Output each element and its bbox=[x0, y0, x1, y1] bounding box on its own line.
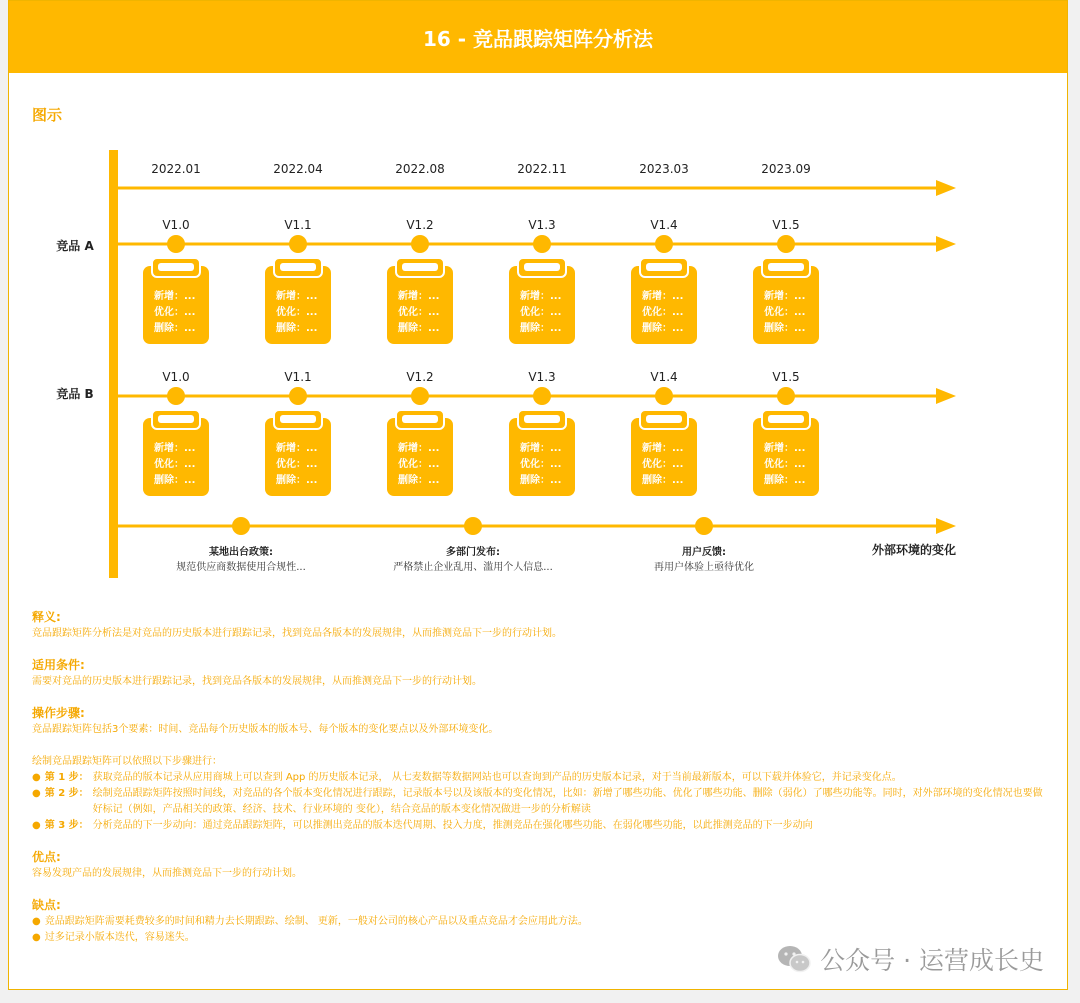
event-dot bbox=[464, 517, 482, 535]
step-label: 第 2 步： bbox=[44, 788, 89, 799]
meaning-text: 竞品跟踪矩阵分析法是对竞品的历史版本进行跟踪记录，找到竞品各版本的发展规律，从而推测竞品下一步的行动计划。 bbox=[32, 628, 562, 639]
event-dot bbox=[232, 517, 250, 535]
card-line: 优化：... bbox=[764, 307, 806, 318]
date-label: 2022.08 bbox=[395, 162, 445, 176]
step-text: 获取竞品的版本记录从应用商城上可以查到 App 的历史版本记录， 从七麦数据等数据网站也可以查询到产品的历史版本记录，对于当前最新版本，可以下载并体验它，并记录变化点。 bbox=[92, 772, 902, 783]
card-line: 新增：... bbox=[154, 291, 196, 302]
conditions-title: 适用条件: bbox=[32, 658, 85, 672]
card-line: 优化：... bbox=[276, 307, 318, 318]
conditions-text: 需要对竞品的历史版本进行跟踪记录，找到竞品各版本的发展规律，从而推测竞品下一步的行动计划。 bbox=[32, 676, 482, 687]
clip-slot bbox=[646, 263, 682, 271]
watermark-text: 公众号 · 运营成长史 bbox=[820, 946, 1044, 975]
version-dot bbox=[777, 387, 795, 405]
version-dot bbox=[167, 387, 185, 405]
step-item bbox=[32, 786, 1052, 818]
card-line: 删除：... bbox=[764, 323, 806, 334]
event-title: 某地出台政策: bbox=[209, 547, 273, 558]
steps-intro: 绘制竞品跟踪矩阵可以依照以下步骤进行： bbox=[32, 756, 222, 767]
clip-slot bbox=[402, 263, 438, 271]
event-detail: 严格禁止企业乱用、滥用个人信息... bbox=[393, 562, 553, 573]
version-label: V1.4 bbox=[650, 218, 678, 232]
card-line: 新增：... bbox=[398, 443, 440, 454]
date-label: 2022.04 bbox=[273, 162, 323, 176]
version-label: V1.2 bbox=[406, 218, 434, 232]
pros-title: 优点: bbox=[32, 850, 61, 864]
card-line: 优化：... bbox=[764, 459, 806, 470]
card-line: 优化：... bbox=[154, 307, 196, 318]
card-line: 删除：... bbox=[276, 475, 318, 486]
vertical-axis bbox=[109, 150, 118, 578]
version-label: V1.3 bbox=[528, 370, 556, 384]
date-label: 2022.01 bbox=[151, 162, 201, 176]
steps-block bbox=[32, 704, 1052, 834]
card-line: 删除：... bbox=[154, 323, 196, 334]
card-line: 删除：... bbox=[764, 475, 806, 486]
wechat-icon bbox=[776, 944, 812, 974]
card-line: 删除：... bbox=[520, 323, 562, 334]
version-label: V1.1 bbox=[284, 218, 312, 232]
cons-text: 过多记录小版本迭代，容易迷失。 bbox=[44, 932, 195, 943]
version-label: V1.4 bbox=[650, 370, 678, 384]
card-line: 优化：... bbox=[520, 307, 562, 318]
step-label: 第 1 步： bbox=[44, 772, 89, 783]
version-label: V1.5 bbox=[772, 218, 800, 232]
card-line: 优化：... bbox=[642, 459, 684, 470]
card-line: 删除：... bbox=[398, 323, 440, 334]
card-line: 优化：... bbox=[642, 307, 684, 318]
version-dot bbox=[167, 235, 185, 253]
version-label: V1.5 bbox=[772, 370, 800, 384]
card-line: 优化：... bbox=[154, 459, 196, 470]
event-title: 多部门发布: bbox=[446, 547, 500, 558]
timeline-arrow-head bbox=[936, 180, 956, 196]
clip-slot bbox=[280, 415, 316, 423]
cons-block bbox=[32, 896, 1052, 946]
product-label: 竞品 B bbox=[56, 387, 94, 401]
card-line: 新增：... bbox=[520, 291, 562, 302]
event-title: 用户反馈: bbox=[682, 547, 726, 558]
bullet-icon: ● bbox=[32, 788, 41, 799]
event-detail: 规范供应商数据使用合规性... bbox=[176, 562, 306, 573]
cons-title: 缺点: bbox=[32, 898, 61, 912]
product-timeline-head bbox=[936, 236, 956, 252]
clip-slot bbox=[158, 263, 194, 271]
version-label: V1.0 bbox=[162, 370, 190, 384]
version-dot bbox=[411, 387, 429, 405]
card-line: 删除：... bbox=[642, 323, 684, 334]
event-dot bbox=[695, 517, 713, 535]
card-line: 新增：... bbox=[154, 443, 196, 454]
bullet-icon: ● bbox=[32, 932, 41, 943]
date-label: 2022.11 bbox=[517, 162, 567, 176]
version-dot bbox=[655, 235, 673, 253]
version-dot bbox=[289, 387, 307, 405]
card-line: 删除：... bbox=[276, 323, 318, 334]
pros-text: 容易发现产品的发展规律，从而推测竞品下一步的行动计划。 bbox=[32, 868, 302, 879]
steps-text: 竞品跟踪矩阵包括3个要素：时间、竞品每个历史版本的版本号、每个版本的变化要点以及外部环境变化。 bbox=[32, 724, 499, 735]
version-dot bbox=[777, 235, 795, 253]
date-label: 2023.09 bbox=[761, 162, 811, 176]
clip-slot bbox=[524, 415, 560, 423]
card-line: 新增：... bbox=[764, 291, 806, 302]
card-line: 新增：... bbox=[520, 443, 562, 454]
card-line: 新增：... bbox=[642, 443, 684, 454]
meaning-title: 释义: bbox=[32, 610, 61, 624]
bullet-icon: ● bbox=[32, 772, 41, 783]
version-dot bbox=[533, 387, 551, 405]
page-title: 16 - 竞品跟踪矩阵分析法 bbox=[422, 26, 654, 51]
clip-slot bbox=[158, 415, 194, 423]
environment-timeline-head bbox=[936, 518, 956, 534]
card-line: 新增：... bbox=[276, 291, 318, 302]
card-line: 删除：... bbox=[520, 475, 562, 486]
version-dot bbox=[655, 387, 673, 405]
step-text: 绘制竞品跟踪矩阵按照时间线，对竞品的各个版本变化情况进行跟踪，记录版本号以及该版本的变化情况，比如：新增了哪些功能、优化了哪些功能、删除（弱化）了哪些功能等。同时，对外部环境的变化情况也要做好标记（例如，产品相关的政策、经济、技术、行业环境的 变化），结合竞品的版本变化情况做进一步的分析解读 bbox=[92, 788, 1043, 815]
card-line: 新增：... bbox=[764, 443, 806, 454]
card-line: 新增：... bbox=[642, 291, 684, 302]
step-item bbox=[32, 770, 1052, 786]
step-text: 分析竞品的下一步动向：通过竞品跟踪矩阵，可以推测出竞品的版本迭代周期、投入力度，推测竞品在强化哪些功能、在弱化哪些功能，以此推测竞品的下一步动向 bbox=[92, 820, 813, 831]
meaning-block bbox=[32, 608, 1052, 642]
card-line: 新增：... bbox=[398, 291, 440, 302]
version-dot bbox=[289, 235, 307, 253]
cons-item bbox=[32, 914, 1052, 930]
card-line: 删除：... bbox=[154, 475, 196, 486]
card-line: 优化：... bbox=[276, 459, 318, 470]
product-timeline-head bbox=[936, 388, 956, 404]
cons-text: 竞品跟踪矩阵需要耗费较多的时间和精力去长期跟踪、绘制、 更新，一般对公司的核心产品以及重点竞品才会应用此方法。 bbox=[44, 916, 588, 927]
conditions-block bbox=[32, 656, 1052, 690]
description bbox=[32, 608, 1052, 960]
card-line: 删除：... bbox=[642, 475, 684, 486]
bullet-icon: ● bbox=[32, 916, 41, 927]
section-label: 图示 bbox=[32, 106, 63, 124]
version-label: V1.1 bbox=[284, 370, 312, 384]
clip-slot bbox=[280, 263, 316, 271]
card-line: 新增：... bbox=[276, 443, 318, 454]
environment-label: 外部环境的变化 bbox=[871, 543, 956, 557]
card-line: 优化：... bbox=[398, 459, 440, 470]
version-label: V1.2 bbox=[406, 370, 434, 384]
bullet-icon: ● bbox=[32, 820, 41, 831]
version-label: V1.0 bbox=[162, 218, 190, 232]
clip-slot bbox=[402, 415, 438, 423]
card-line: 优化：... bbox=[520, 459, 562, 470]
clip-slot bbox=[524, 263, 560, 271]
clip-slot bbox=[646, 415, 682, 423]
step-label: 第 3 步： bbox=[44, 820, 89, 831]
clip-slot bbox=[768, 263, 804, 271]
step-item bbox=[32, 818, 1052, 834]
version-dot bbox=[411, 235, 429, 253]
steps-title: 操作步骤: bbox=[32, 706, 85, 720]
event-detail: 再用户体验上亟待优化 bbox=[654, 562, 754, 573]
pros-block bbox=[32, 848, 1052, 882]
clip-slot bbox=[768, 415, 804, 423]
version-dot bbox=[533, 235, 551, 253]
card-line: 优化：... bbox=[398, 307, 440, 318]
version-label: V1.3 bbox=[528, 218, 556, 232]
product-label: 竞品 A bbox=[56, 239, 94, 253]
card-line: 删除：... bbox=[398, 475, 440, 486]
watermark bbox=[776, 941, 1044, 977]
date-label: 2023.03 bbox=[639, 162, 689, 176]
